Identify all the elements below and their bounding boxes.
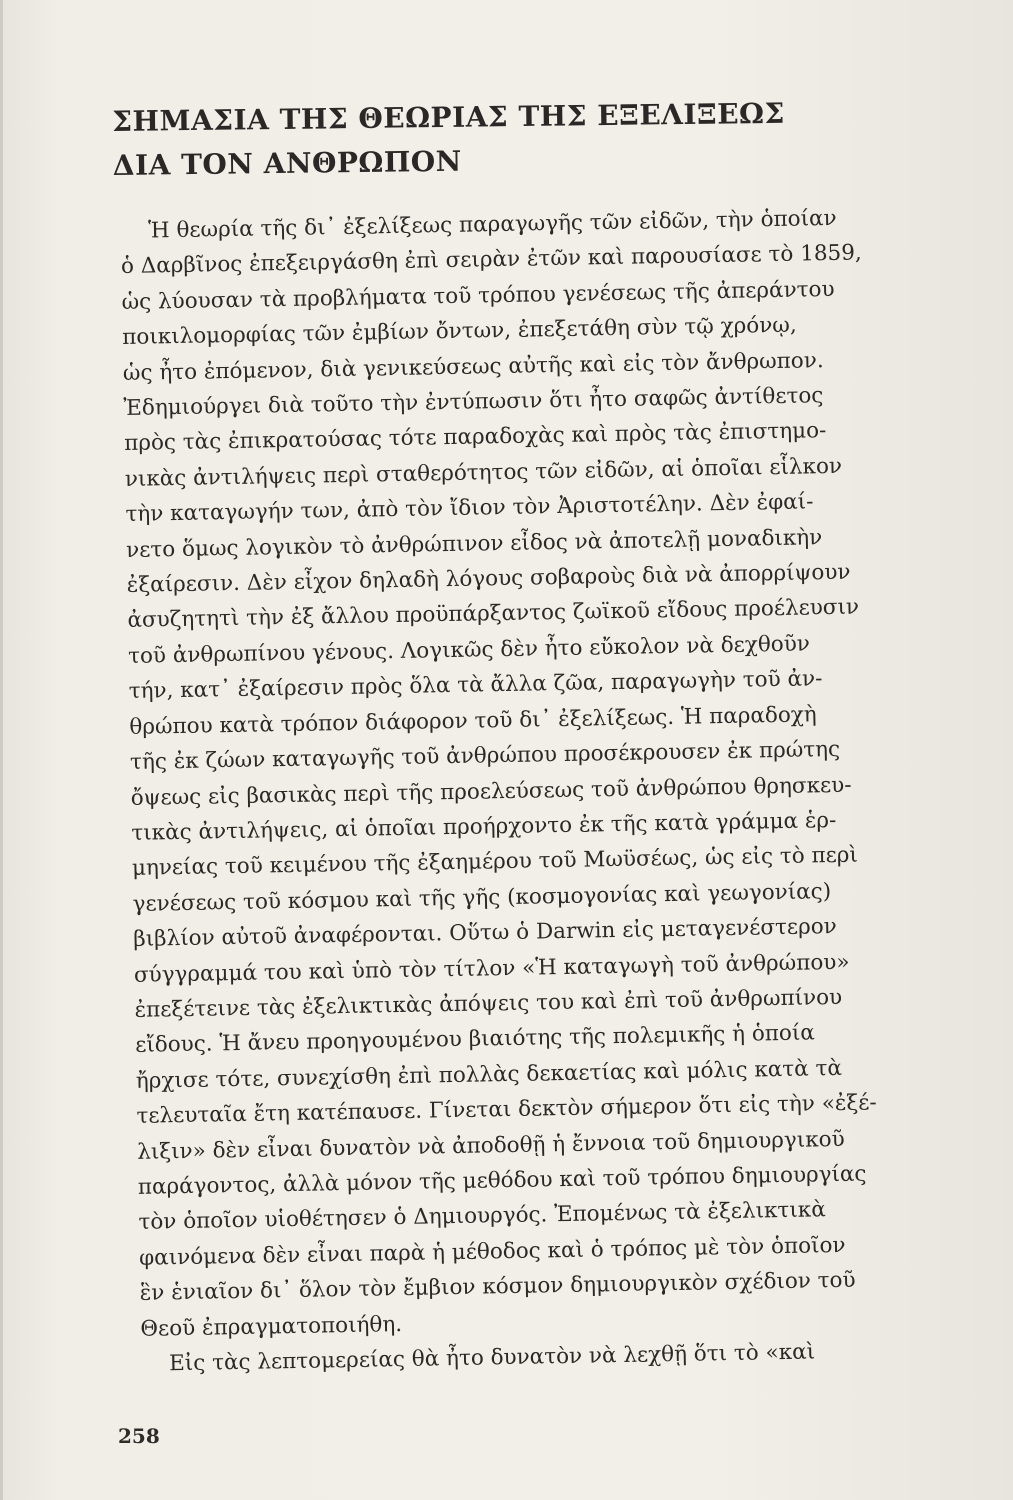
text-line: ἐξαίρεσιν. Δὲν εἶχον δηλαδὴ λόγους σοβαροὺς διὰ νὰ ἀπορρίψουν — [126, 559, 851, 598]
text-line: πρὸς τὰς ἐπικρατούσας τότε παραδοχὰς καὶ πρὸς τὰς ἐπιστημο- — [123, 418, 827, 457]
text-line: ὄψεως εἰς βασικὰς περὶ τῆς προελεύσεως τοῦ ἀνθρώπου θρησκευ- — [130, 772, 852, 811]
text-line: τοῦ ἀνθρωπίνου γένους. Λογικῶς δὲν ἦτο εὔκολον νὰ δεχθοῦν — [127, 631, 811, 669]
text-line: θρώπου κατὰ τρόπον διάφορον τοῦ δι᾽ ἐξελίξεως. Ἡ παραδοχὴ — [129, 702, 817, 740]
text-line: ἐπεξέτεινε τὰς ἐξελικτικὰς ἀπόψεις του καὶ ἐπὶ τοῦ ἀνθρωπίνου — [134, 984, 843, 1023]
text-line: Θεοῦ ἐπραγματοποιήθη. — [140, 1311, 403, 1342]
text-line: ὡς ἦτο ἐπόμενον, διὰ γενικεύσεως αὐτῆς καὶ εἰς τὸν ἄνθρωπον. — [122, 347, 824, 386]
text-line: τῆς ἐκ ζώων καταγωγῆς τοῦ ἀνθρώπου προσέκρουσεν ἐκ πρώτης — [129, 736, 841, 775]
text-line: τὴν καταγωγήν των, ἀπὸ τὸν ἴδιον τὸν Ἀριστοτέλην. Δὲν ἐφαί- — [125, 489, 814, 528]
heading-line: ΔΙΑ ΤΟΝ ΑΝΘΡΩΠΟΝ — [112, 144, 462, 182]
text-line: τελευταῖα ἔτη κατέπαυσε. Γίνεται δεκτὸν σήμερον ὅτι εἰς τὴν «ἐξέ- — [136, 1090, 877, 1130]
text-line: Εἰς τὰς λεπτομερείας θὰ ἦτο δυνατὸν νὰ λεχθῇ ὅτι τὸ «καὶ — [168, 1339, 816, 1377]
text-line: τὸν ὁποῖον υἱοθέτησεν ὁ Δημιουργός. Ἐπομένως τὰ ἐξελικτικὰ — [138, 1197, 826, 1236]
text-line: νικὰς ἀντιλήψεις περὶ σταθερότητος τῶν εἰδῶν, αἱ ὁποῖαι εἷλκον — [124, 453, 843, 492]
text-line: τήν, κατ᾽ ἐξαίρεσιν πρὸς ὅλα τὰ ἄλλα ζῶα, παραγωγὴν τοῦ ἀν- — [128, 666, 823, 705]
heading-line: ΣΗΜΑΣΙΑ ΤΗΣ ΘΕΩΡΙΑΣ ΤΗΣ ΕΞΕΛΙΞΕΩΣ — [112, 96, 785, 138]
chapter-heading — [112, 91, 853, 188]
text-line: ποικιλομορφίας τῶν ἐμβίων ὄντων, ἐπεξετάθη σὺν τῷ χρόνῳ, — [122, 312, 797, 351]
text-line: παράγοντος, ἀλλὰ μόνον τῆς μεθόδου καὶ τοῦ τρόπου δημιουργίας — [137, 1161, 867, 1200]
text-line: σύγγραμμά του καὶ ὑπὸ τὸν τίτλον «Ἡ καταγωγὴ τοῦ ἀνθρώπου» — [133, 949, 850, 988]
page-number: 258 — [118, 1424, 160, 1448]
text-line: ὡς λύουσαν τὰ προβλήματα τοῦ τρόπου γενέσεως τῆς ἀπεράντου — [121, 276, 835, 315]
body-text — [120, 199, 977, 1383]
text-line: λιξιν» δὲν εἶναι δυνατὸν νὰ ἀποδοθῇ ἡ ἔννοια τοῦ δημιουργικοῦ — [136, 1126, 845, 1165]
text-line: ἓν ἑνιαῖον δι᾽ ὅλον τὸν ἔμβιον κόσμον δημιουργικὸν σχέδιον τοῦ — [139, 1267, 856, 1307]
text-line: ἀσυζητητὶ τὴν ἐξ ἄλλου προϋπάρξαντος ζωϊκοῦ εἴδους προέλευσιν — [127, 594, 860, 634]
text-line: εἴδους. Ἡ ἄνευ προηγουμένου βιαιότης τῆς πολεμικῆς ἡ ὁποία — [135, 1020, 816, 1059]
text-line: βιβλίον αὐτοῦ ἀναφέρονται. Οὕτω ὁ Darwin εἰς μεταγενέστερον — [133, 914, 837, 953]
text-line: τικὰς ἀντιλήψεις, αἱ ὁποῖαι προήρχοντο ἐκ τῆς κατὰ γράμμα ἑρ- — [131, 807, 837, 846]
text-line: ἤρχισε τότε, συνεχίσθη ἐπὶ πολλὰς δεκαετίας καὶ μόλις κατὰ τὰ — [135, 1055, 843, 1094]
text-line: γενέσεως τοῦ κόσμου καὶ τῆς γῆς (κοσμογονίας καὶ γεωγονίας) — [132, 878, 832, 917]
text-line: μηνείας τοῦ κειμένου τῆς ἐξαημέρου τοῦ Μωϋσέως, ὡς εἰς τὸ περὶ — [131, 842, 859, 882]
text-line: Ἡ θεωρία τῆς δι᾽ ἐξελίξεως παραγωγῆς τῶν εἰδῶν, τὴν ὁποίαν — [148, 205, 837, 244]
text-line: φαινόμενα δὲν εἶναι παρὰ ἡ μέθοδος καὶ ὁ τρόπος μὲ τὸν ὁποῖον — [138, 1232, 846, 1271]
text-line: ὁ Δαρβῖνος ἐπεξειργάσθη ἐπὶ σειρὰν ἐτῶν καὶ παρουσίασε τὸ 1859, — [120, 240, 862, 280]
page-edge — [0, 0, 3, 1500]
text-line: Ἐδημιούργει διὰ τοῦτο τὴν ἐντύπωσιν ὅτι ἦτο σαφῶς ἀντίθετος — [123, 383, 824, 421]
text-line: νετο ὅμως λογικὸν τὸ ἀνθρώπινον εἶδος νὰ ἀποτελῇ μοναδικὴν — [125, 524, 823, 563]
